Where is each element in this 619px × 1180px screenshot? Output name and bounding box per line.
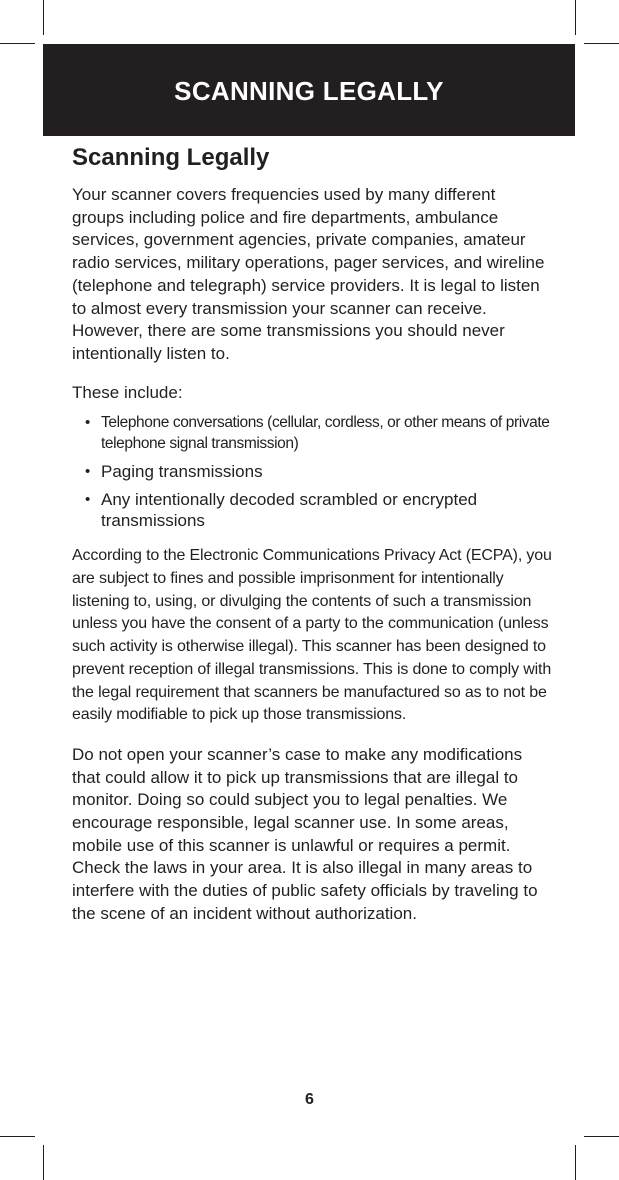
ecpa-paragraph: According to the Electronic Communications Privacy Act (ECPA), you are subject to fines and possible imprisonment for intentionally listening to, using, or divulging the contents of such a transmission unless you have the consent of a party to the communication (unless such activity is otherwise illegal). This scanner has been designed to prevent reception of illegal transmissions. This is done to comply with the legal requirement that scanners be manufactured so as to not be easily modifiable to pick up those transmissions. <box>72 547 552 724</box>
crop-mark-top-left-horizontal <box>0 43 35 44</box>
list-item <box>72 489 552 531</box>
crop-mark-bottom-right-vertical <box>575 1145 576 1180</box>
crop-mark-bottom-left-vertical <box>43 1145 44 1180</box>
prohibited-transmissions-list <box>72 412 552 531</box>
crop-mark-top-right-horizontal <box>584 43 619 44</box>
section-banner <box>43 44 575 136</box>
bullet-icon: • <box>85 414 91 432</box>
bullet-text: Telephone conversations (cellular, cordless, or other means of private telephone signal transmission) <box>101 414 550 453</box>
crop-mark-bottom-left-horizontal <box>0 1136 35 1137</box>
warning-paragraph: Do not open your scanner’s case to make any modifications that could allow it to pick up transmissions that are illegal to monitor. Doing so could subject you to legal penalties. We encourage responsible, legal scanner use. In some areas, mobile use of this scanner is unlawful or requires a permit. Check the laws in your area. It is also illegal in many areas to interfere with the duties of public safety officials by traveling to the scene of an incident without authorization. <box>72 744 538 923</box>
bullet-text: Paging transmissions <box>101 462 263 482</box>
list-item <box>72 461 552 482</box>
intro-paragraph: Your scanner covers frequencies used by many different groups including police and fire departments, ambulance services, government agencies, private companies, amateur radio services, military operations, pager services, and wireline (telephone and telegraph) service providers. It is legal to listen to almost every transmission your scanner can receive. However, there are some transmissions you should never intentionally listen to. <box>72 185 545 363</box>
bullet-icon: • <box>85 463 91 481</box>
page-number: 6 <box>305 1091 314 1108</box>
list-item <box>72 412 552 454</box>
crop-mark-top-right-vertical <box>575 0 576 35</box>
crop-mark-bottom-right-horizontal <box>584 1136 619 1137</box>
section-heading: Scanning Legally <box>72 144 270 171</box>
bullet-text: Any intentionally decoded scrambled or encrypted transmissions <box>101 490 478 531</box>
bullet-icon: • <box>85 491 91 509</box>
banner-title: SCANNING LEGALLY <box>174 75 444 106</box>
includes-label: These include: <box>72 382 183 402</box>
crop-mark-top-left-vertical <box>43 0 44 35</box>
page-content <box>72 142 552 926</box>
